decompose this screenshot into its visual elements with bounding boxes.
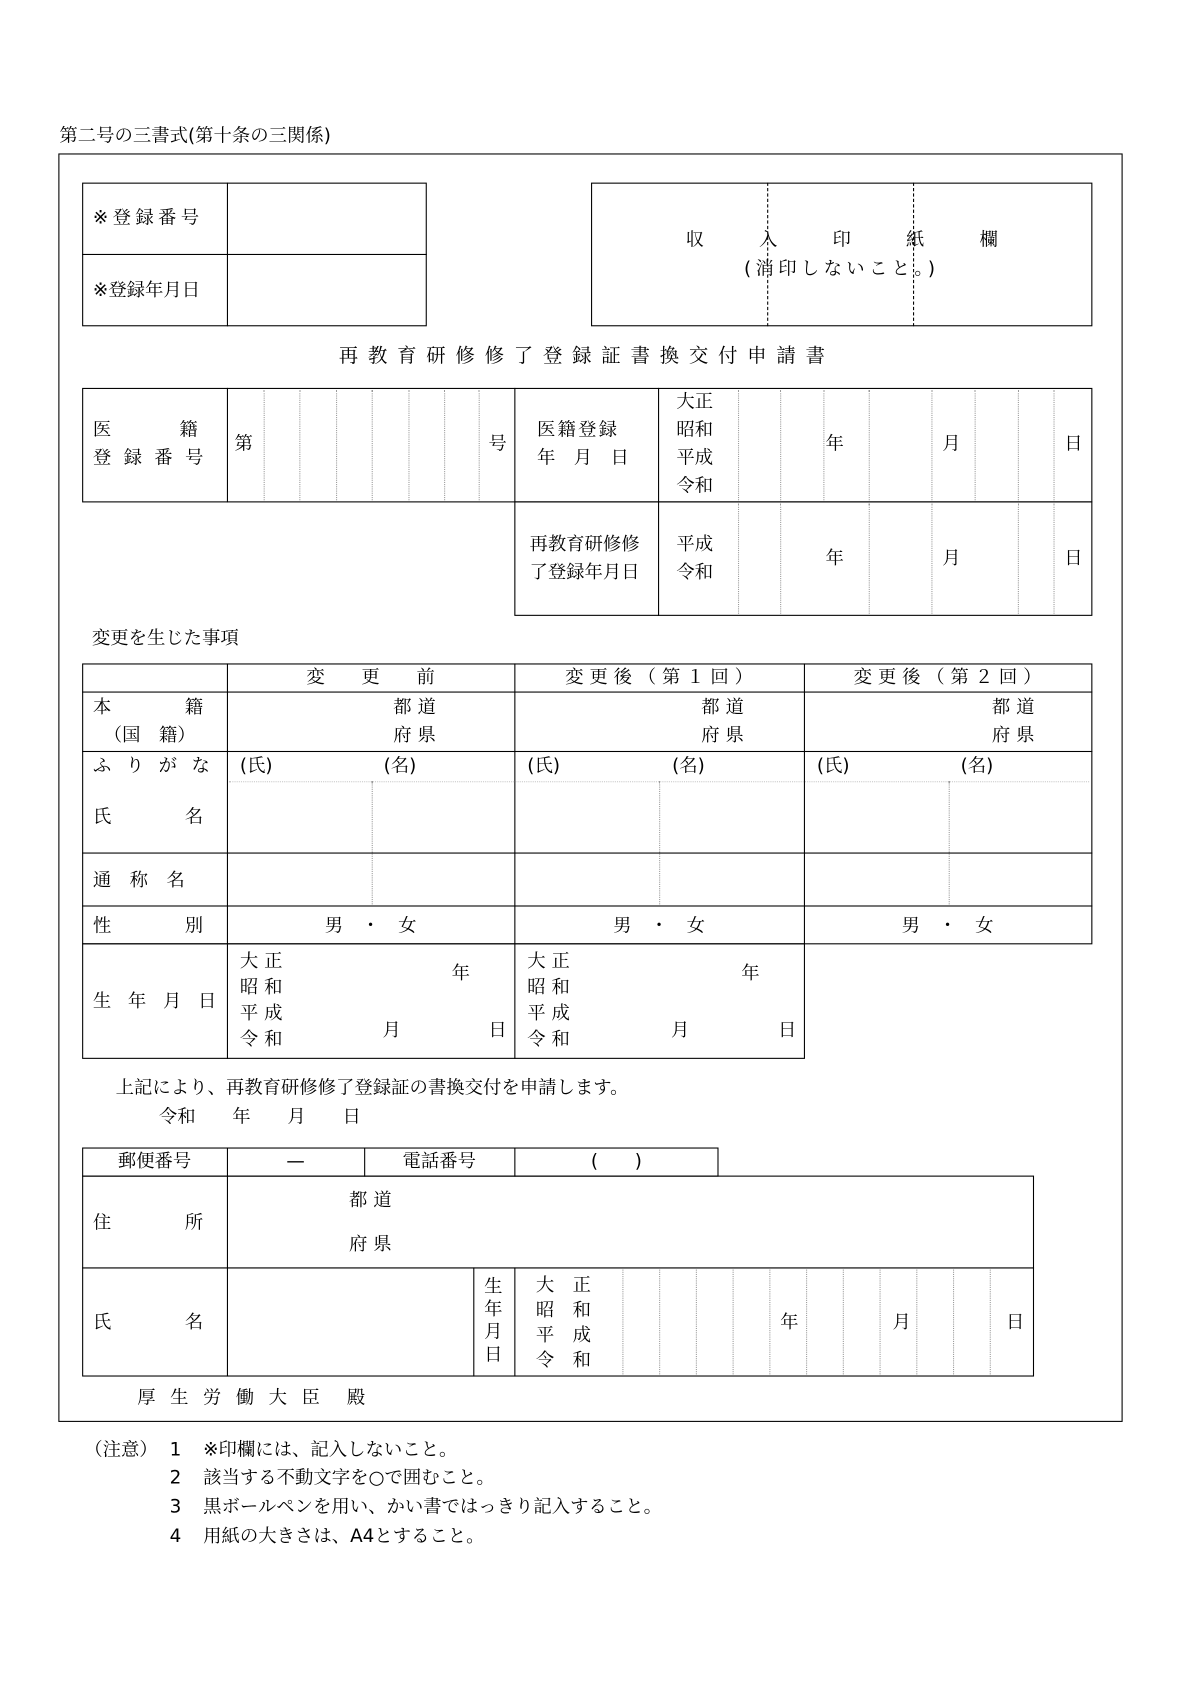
statement: 上記により、再教育研修修了登録証の書換交付を申請します。 (115, 1077, 629, 1099)
table-rule (1053, 390, 1054, 500)
note-number: 2 (169, 1467, 182, 1489)
stamp-label: 収 入 印 紙 欄 (685, 229, 998, 251)
table-rule (658, 388, 659, 503)
address-label: 住 所 (92, 1212, 204, 1234)
era-option[interactable]: 大 正 (527, 950, 570, 973)
table-rule (514, 663, 515, 1058)
era-option[interactable]: 令 和 (527, 1028, 570, 1051)
note-number: 3 (169, 1496, 182, 1519)
name-label: 氏 名 (92, 806, 204, 828)
year-label: 年 (825, 433, 844, 455)
day-label: 日 (777, 1019, 797, 1042)
alias-label: 通 称 名 (92, 869, 185, 892)
table-rule (880, 1270, 881, 1375)
surname-label: (氏) (239, 755, 273, 777)
prefecture-label: 府 県 (991, 725, 1035, 747)
table-rule (931, 390, 932, 500)
day-label: 日 (1064, 547, 1083, 570)
given-name-label: (名) (672, 755, 705, 777)
era-option[interactable]: 平 成 (535, 1324, 592, 1347)
year-label: 年 (741, 962, 760, 985)
era-option[interactable]: 大 正 (535, 1274, 592, 1297)
era-option[interactable]: 大正 (676, 391, 714, 413)
completion-table (514, 501, 1092, 616)
sex-options[interactable]: 男 ・ 女 (613, 915, 706, 937)
table-rule (696, 1270, 697, 1375)
era-option[interactable]: 令和 (676, 561, 714, 584)
note-text: 該当する不動文字を○で囲むこと。 (203, 1467, 495, 1489)
table-rule (514, 1267, 515, 1376)
prefecture-label: 都 道 (701, 696, 744, 719)
table-rule (659, 1270, 660, 1375)
registry-date-label: 医籍登録 (537, 419, 620, 441)
table-rule (658, 501, 659, 616)
table-rule (82, 853, 1092, 854)
registry-suffix: 号 (488, 433, 507, 455)
table-rule (804, 663, 805, 944)
reg-no-label: ※登録番号 (92, 207, 204, 230)
table-rule (733, 1270, 734, 1375)
table-rule (780, 504, 781, 614)
registry-label: 登 録 番 号 (92, 447, 207, 469)
postal-label: 郵便番号 (117, 1150, 192, 1173)
table-rule (622, 1270, 623, 1375)
table-rule (823, 390, 824, 500)
table-rule (990, 1270, 991, 1375)
era-option[interactable]: 大 正 (239, 950, 283, 973)
table-rule (916, 1270, 917, 1375)
table-rule (227, 1267, 228, 1376)
given-name-label: (名) (383, 755, 417, 777)
completion-label: 了登録年月日 (529, 561, 640, 584)
column-header-before: 変 更 前 (306, 666, 435, 689)
table-rule (780, 390, 781, 500)
birthdate-label-char: 日 (484, 1344, 503, 1366)
table-rule (843, 1270, 844, 1375)
month-label: 月 (942, 547, 961, 570)
addressee: 厚 生 労 働 大 臣 殿 (137, 1387, 370, 1409)
phone-label: 電話番号 (402, 1150, 476, 1173)
column-header-after-1: 変 更 後 （ 第 １ 回 ） (565, 666, 754, 689)
sex-options[interactable]: 男 ・ 女 (324, 915, 417, 937)
era-option[interactable]: 昭 和 (527, 976, 570, 999)
prefecture-label: 都 道 (349, 1189, 392, 1212)
divider (82, 254, 427, 255)
form-title: 再教育研修修了登録証書換交付申請書 (338, 344, 835, 368)
table-rule (473, 1267, 474, 1376)
month-label: 月 (382, 1019, 401, 1042)
table-rule (82, 905, 1092, 906)
era-option[interactable]: 昭 和 (535, 1299, 592, 1322)
registry-label: 医 籍 (92, 419, 201, 441)
birthdate-label: 生 年 月 日 (92, 990, 222, 1013)
table-rule (82, 751, 1092, 752)
given-name-label: (名) (960, 755, 994, 777)
postal-code-field[interactable]: — (286, 1150, 305, 1173)
era-option[interactable]: 平 成 (239, 1002, 283, 1025)
era-option[interactable]: 平成 (676, 447, 714, 469)
era-option[interactable]: 昭和 (676, 419, 714, 441)
stamp-note: (消印しないこと。) (744, 258, 940, 280)
era-option[interactable]: 昭 和 (239, 976, 283, 999)
reg-date-field[interactable] (231, 259, 421, 318)
table-rule (514, 388, 515, 503)
table-rule (227, 1176, 228, 1269)
surname-label: (氏) (527, 755, 560, 777)
applicant-name-label: 氏 名 (92, 1311, 204, 1334)
registry-prefix: 第 (234, 433, 253, 455)
note-number: 1 (169, 1439, 182, 1461)
table-rule (975, 390, 976, 500)
era-option[interactable]: 令 和 (239, 1028, 283, 1051)
table-rule (953, 1270, 954, 1375)
era-option[interactable]: 平成 (676, 533, 714, 556)
sex-options[interactable]: 男 ・ 女 (901, 915, 994, 937)
era-option[interactable]: 平 成 (527, 1002, 570, 1025)
dashed-line (767, 183, 768, 327)
changes-heading: 変更を生じた事項 (91, 627, 239, 650)
note-text: ※印欄には、記入しないこと。 (203, 1439, 458, 1461)
table-rule (738, 504, 739, 614)
table-rule (1053, 504, 1054, 614)
column-header-after-2: 変 更 後 （ 第 ２ 回 ） (853, 666, 1042, 689)
honseki-label: 本 籍 (92, 696, 204, 719)
prefecture-label: 府 県 (701, 725, 744, 747)
prefecture-label: 都 道 (991, 696, 1035, 719)
note-text: 黒ボールペンを用い、かい書ではっきり記入すること。 (203, 1496, 662, 1519)
table-rule (949, 781, 950, 904)
day-label: 日 (488, 1019, 507, 1042)
application-date[interactable]: 令和 年 月 日 (158, 1106, 361, 1129)
notes-prefix: （注意） (84, 1439, 158, 1461)
reg-date-label: ※登録年月日 (92, 279, 201, 302)
furigana-label: ふ り が な (92, 755, 215, 777)
day-label: 日 (1064, 433, 1083, 455)
dashed-line (913, 183, 914, 327)
phone-field[interactable]: ( ) (590, 1150, 642, 1173)
year-label: 年 (780, 1311, 799, 1334)
surname-label: (氏) (816, 755, 850, 777)
table-rule (659, 781, 660, 904)
address-table (82, 1176, 1034, 1269)
table-rule (82, 692, 1092, 693)
prefecture-label: 府 県 (393, 725, 436, 747)
form-caption: 第二号の三書式(第十条の三関係) (59, 125, 331, 147)
era-option[interactable]: 令 和 (535, 1349, 592, 1372)
day-label: 日 (1005, 1311, 1025, 1334)
registry-number-field[interactable] (265, 394, 481, 497)
completion-label: 再教育研修修 (529, 533, 640, 556)
month-label: 月 (670, 1019, 690, 1042)
table-rule (227, 663, 228, 1058)
birthdate-label-char: 生 (484, 1276, 503, 1298)
sex-label: 性 別 (92, 915, 204, 937)
note-number: 4 (169, 1525, 182, 1548)
registry-date-label: 年 月 日 (537, 447, 629, 469)
birthdate-label-char: 月 (484, 1321, 503, 1344)
table-rule (372, 781, 373, 904)
honseki-label: （国 籍） (103, 725, 196, 747)
table-rule (806, 1270, 807, 1375)
table-rule (1018, 390, 1019, 500)
prefecture-label: 都 道 (393, 696, 436, 719)
month-label: 月 (942, 433, 961, 455)
table-rule (1018, 504, 1019, 614)
era-option[interactable]: 令和 (676, 475, 714, 498)
year-label: 年 (451, 962, 471, 985)
table-rule (769, 1270, 770, 1375)
year-label: 年 (825, 547, 844, 570)
month-label: 月 (892, 1311, 911, 1334)
table-rule (931, 504, 932, 614)
applicant-name-field[interactable] (231, 1273, 469, 1372)
prefecture-label: 府 県 (349, 1233, 392, 1256)
table-rule (227, 388, 228, 503)
revenue-stamp-box (591, 183, 1092, 327)
note-text: 用紙の大きさは、A4とすること。 (203, 1525, 485, 1548)
reg-no-field[interactable] (231, 189, 421, 248)
table-rule (869, 504, 870, 614)
table-rule (869, 390, 870, 500)
table-rule (738, 390, 739, 500)
changes-table (82, 663, 1092, 944)
birthdate-label-char: 年 (484, 1298, 503, 1321)
